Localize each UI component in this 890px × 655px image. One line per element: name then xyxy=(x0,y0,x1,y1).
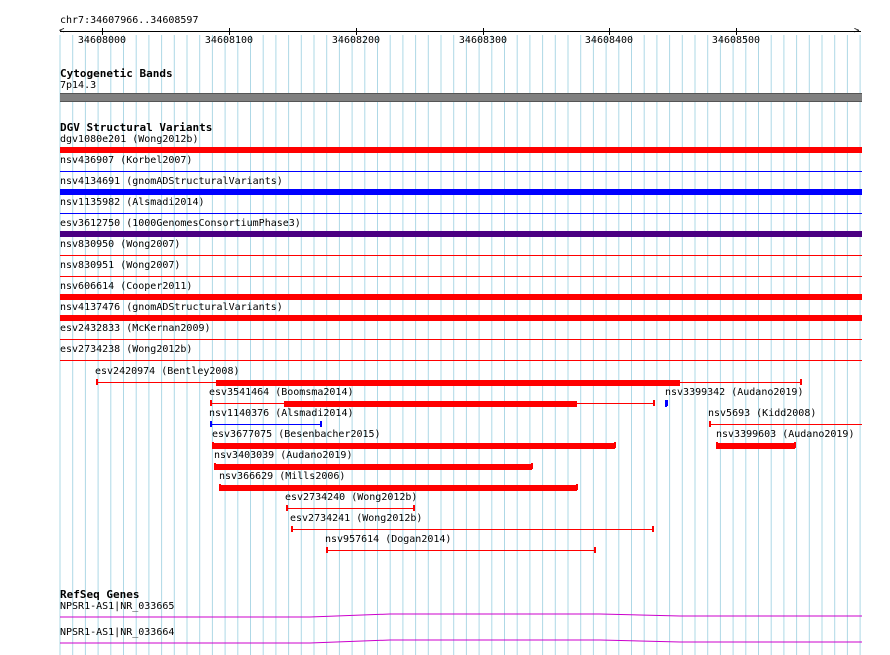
sv-end-tick xyxy=(413,505,415,511)
gene-label: NPSR1-AS1|NR_033665 xyxy=(60,601,175,612)
sv-label: nsv3399342 (Audano2019) xyxy=(665,387,804,398)
sv-label: nsv3403039 (Audano2019) xyxy=(214,450,353,461)
sv-feature[interactable] xyxy=(60,315,862,321)
sv-feature[interactable] xyxy=(60,171,862,172)
sv-label: nsv366629 (Mills2006) xyxy=(219,471,346,482)
sv-end-tick xyxy=(594,547,596,553)
gene-model[interactable] xyxy=(60,639,862,645)
ruler-tick xyxy=(483,28,484,35)
sv-end-tick xyxy=(652,526,654,532)
refseq-track-title: RefSeq Genes xyxy=(60,588,140,601)
sv-span-line xyxy=(286,508,414,509)
sv-label: nsv4137476 (gnomADStructuralVariants) xyxy=(60,302,283,313)
sv-label: nsv957614 (Dogan2014) xyxy=(325,534,452,545)
sv-label: esv3541464 (Boomsma2014) xyxy=(209,387,354,398)
sv-label: nsv1135982 (Alsmadi2014) xyxy=(60,197,205,208)
sv-feature[interactable] xyxy=(60,294,862,300)
ruler-tick-label: 34608000 xyxy=(77,35,127,46)
sv-core-block xyxy=(219,485,577,491)
ruler-right-arrow-icon: > xyxy=(854,26,860,36)
sv-end-tick xyxy=(800,379,802,385)
sv-end-tick xyxy=(326,547,328,553)
ruler-left-arrow-icon: < xyxy=(59,26,65,36)
cytoband-track-title: Cytogenetic Bands xyxy=(60,67,173,80)
ruler-axis[interactable] xyxy=(60,31,861,32)
sv-label: nsv606614 (Cooper2011) xyxy=(60,281,193,292)
sv-end-tick xyxy=(653,400,655,406)
gene-intron-line xyxy=(60,614,862,617)
ruler-tick-label: 34608100 xyxy=(204,35,254,46)
sv-end-tick xyxy=(286,505,288,511)
sv-label: nsv4134691 (gnomADStructuralVariants) xyxy=(60,176,283,187)
sv-feature[interactable] xyxy=(60,360,862,361)
sv-end-tick xyxy=(320,421,322,427)
sv-feature[interactable] xyxy=(60,339,862,340)
sv-core-block xyxy=(212,443,615,449)
sv-label: esv2420974 (Bentley2008) xyxy=(95,366,240,377)
sv-label: esv2734238 (Wong2012b) xyxy=(60,344,193,355)
sv-label: dgv1080e201 (Wong2012b) xyxy=(60,134,199,145)
sv-label: nsv830951 (Wong2007) xyxy=(60,260,181,271)
region-label: chr7:34607966..34608597 xyxy=(60,15,199,26)
sv-label: esv3612750 (1000GenomesConsortiumPhase3) xyxy=(60,218,301,229)
sv-core-block xyxy=(214,464,532,470)
sv-feature[interactable] xyxy=(60,189,862,195)
ruler-tick xyxy=(736,28,737,35)
sv-end-tick xyxy=(96,379,98,385)
sv-label: nsv5693 (Kidd2008) xyxy=(708,408,817,419)
sv-feature[interactable] xyxy=(60,255,862,256)
sv-feature[interactable] xyxy=(60,231,862,237)
sv-span-line xyxy=(291,529,653,530)
sv-label: nsv3399603 (Audano2019) xyxy=(716,429,855,440)
ruler-tick-label: 34608400 xyxy=(584,35,634,46)
sv-label: nsv1140376 (Alsmadi2014) xyxy=(209,408,354,419)
sv-label: esv3677075 (Besenbacher2015) xyxy=(212,429,381,440)
sv-feature[interactable] xyxy=(60,276,862,277)
sv-core-block xyxy=(716,443,795,449)
sv-label: esv2734241 (Wong2012b) xyxy=(290,513,423,524)
gene-label: NPSR1-AS1|NR_033664 xyxy=(60,627,175,638)
gene-model[interactable] xyxy=(60,613,862,619)
sv-label: esv2432833 (McKernan2009) xyxy=(60,323,211,334)
sv-core-block xyxy=(216,380,680,386)
sv-span-line xyxy=(709,424,862,425)
sv-span-line xyxy=(326,550,595,551)
ruler-tick xyxy=(229,28,230,35)
ruler-tick-label: 34608300 xyxy=(458,35,508,46)
sv-span-line xyxy=(210,424,321,425)
ruler-tick xyxy=(609,28,610,35)
sv-label: nsv830950 (Wong2007) xyxy=(60,239,181,250)
sv-end-tick xyxy=(210,400,212,406)
ruler-tick-label: 34608200 xyxy=(331,35,381,46)
ruler-tick-label: 34608500 xyxy=(711,35,761,46)
sv-label: nsv436907 (Korbel2007) xyxy=(60,155,193,166)
cytoband-7p14-3[interactable] xyxy=(60,93,862,102)
sv-end-tick xyxy=(291,526,293,532)
sv-end-tick xyxy=(709,421,711,427)
sv-feature[interactable] xyxy=(60,213,862,214)
ruler-tick xyxy=(102,28,103,35)
cytoband-label: 7p14.3 xyxy=(60,80,97,91)
gene-intron-line xyxy=(60,640,862,643)
sv-core-block xyxy=(284,401,577,407)
sv-end-tick xyxy=(210,421,212,427)
ruler-tick xyxy=(356,28,357,35)
sv-label: esv2734240 (Wong2012b) xyxy=(285,492,418,503)
dgv-track-title: DGV Structural Variants xyxy=(60,121,213,134)
sv-core-block xyxy=(665,401,667,407)
sv-feature[interactable] xyxy=(60,147,862,153)
